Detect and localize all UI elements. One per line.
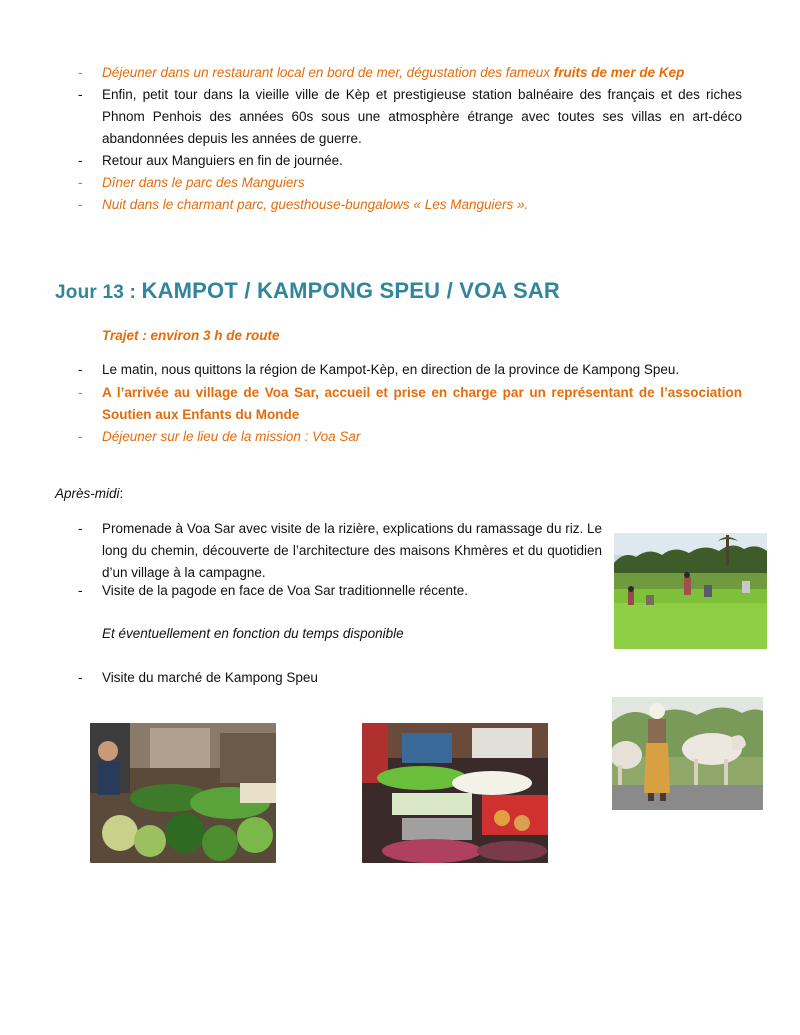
market-vegetables-photo-1 bbox=[90, 723, 276, 863]
seafood-highlight: fruits de mer de Kep bbox=[553, 65, 685, 80]
afternoon-colon: : bbox=[119, 486, 124, 501]
kep-tour-item: Enfin, petit tour dans la vieille ville de Kèp et prestigieuse station balnéaire des français et des riches Phnom Penhois des années 60s sous une atmosphère étrange avec toutes ses villas en art-déco abandonnées depuis les années de guerre. bbox=[102, 87, 742, 146]
mission-lunch-item: Déjeuner sur le lieu de la mission : Voa Sar bbox=[102, 429, 361, 444]
bullet-dash: - bbox=[78, 385, 83, 400]
return-item: Retour aux Manguiers en fin de journée. bbox=[102, 153, 343, 168]
day-title-main: KAMPOT / KAMPONG SPEU / VOA SAR bbox=[141, 278, 561, 303]
bullet-dash: - bbox=[78, 87, 83, 102]
bullet-dash: - bbox=[78, 175, 83, 190]
bullet-dash: - bbox=[78, 153, 83, 168]
bullet-dash: - bbox=[78, 521, 83, 536]
morning-item: Le matin, nous quittons la région de Kampot-Kèp, en direction de la province de Kampong Speu. bbox=[102, 362, 680, 377]
pagoda-item: Visite de la pagode en face de Voa Sar traditionnelle récente. bbox=[102, 583, 469, 598]
market-item: Visite du marché de Kampong Speu bbox=[102, 670, 318, 685]
rice-field-photo bbox=[614, 533, 767, 649]
lunch-item bbox=[102, 62, 684, 84]
bullet-dash: - bbox=[78, 197, 83, 212]
day-title bbox=[55, 278, 560, 304]
lunch-text: Déjeuner dans un restaurant local en bord de mer, dégustation des fameux bbox=[102, 65, 554, 80]
route-info: Trajet : environ 3 h de route bbox=[102, 328, 280, 343]
optional-note: Et éventuellement en fonction du temps disponible bbox=[102, 626, 404, 641]
bullet-dash: - bbox=[78, 670, 83, 685]
rice-field-item: Promenade à Voa Sar avec visite de la rizière, explications du ramassage du riz. Le long du chemin, découverte de l’architecture des maisons Khmères et du quotidien d’un village à la campagne. bbox=[102, 521, 602, 580]
arrival-item: A l’arrivée au village de Voa Sar, accueil et prise en charge par un représentant de l’association Soutien aux Enfants du Monde bbox=[102, 385, 742, 422]
afternoon-label-text: Après-midi bbox=[55, 486, 120, 501]
cattle-walk-photo bbox=[612, 697, 763, 810]
day-title-prefix: Jour 13 : bbox=[55, 282, 142, 303]
bullet-dash: - bbox=[78, 583, 83, 598]
afternoon-label bbox=[55, 483, 123, 505]
dinner-item: Dîner dans le parc des Manguiers bbox=[102, 175, 305, 190]
night-item: Nuit dans le charmant parc, guesthouse-bungalows « Les Manguiers ». bbox=[102, 197, 529, 212]
bullet-dash: - bbox=[78, 362, 83, 377]
bullet-dash: - bbox=[78, 65, 83, 80]
bullet-dash: - bbox=[78, 429, 83, 444]
market-vegetables-photo-2 bbox=[362, 723, 548, 863]
